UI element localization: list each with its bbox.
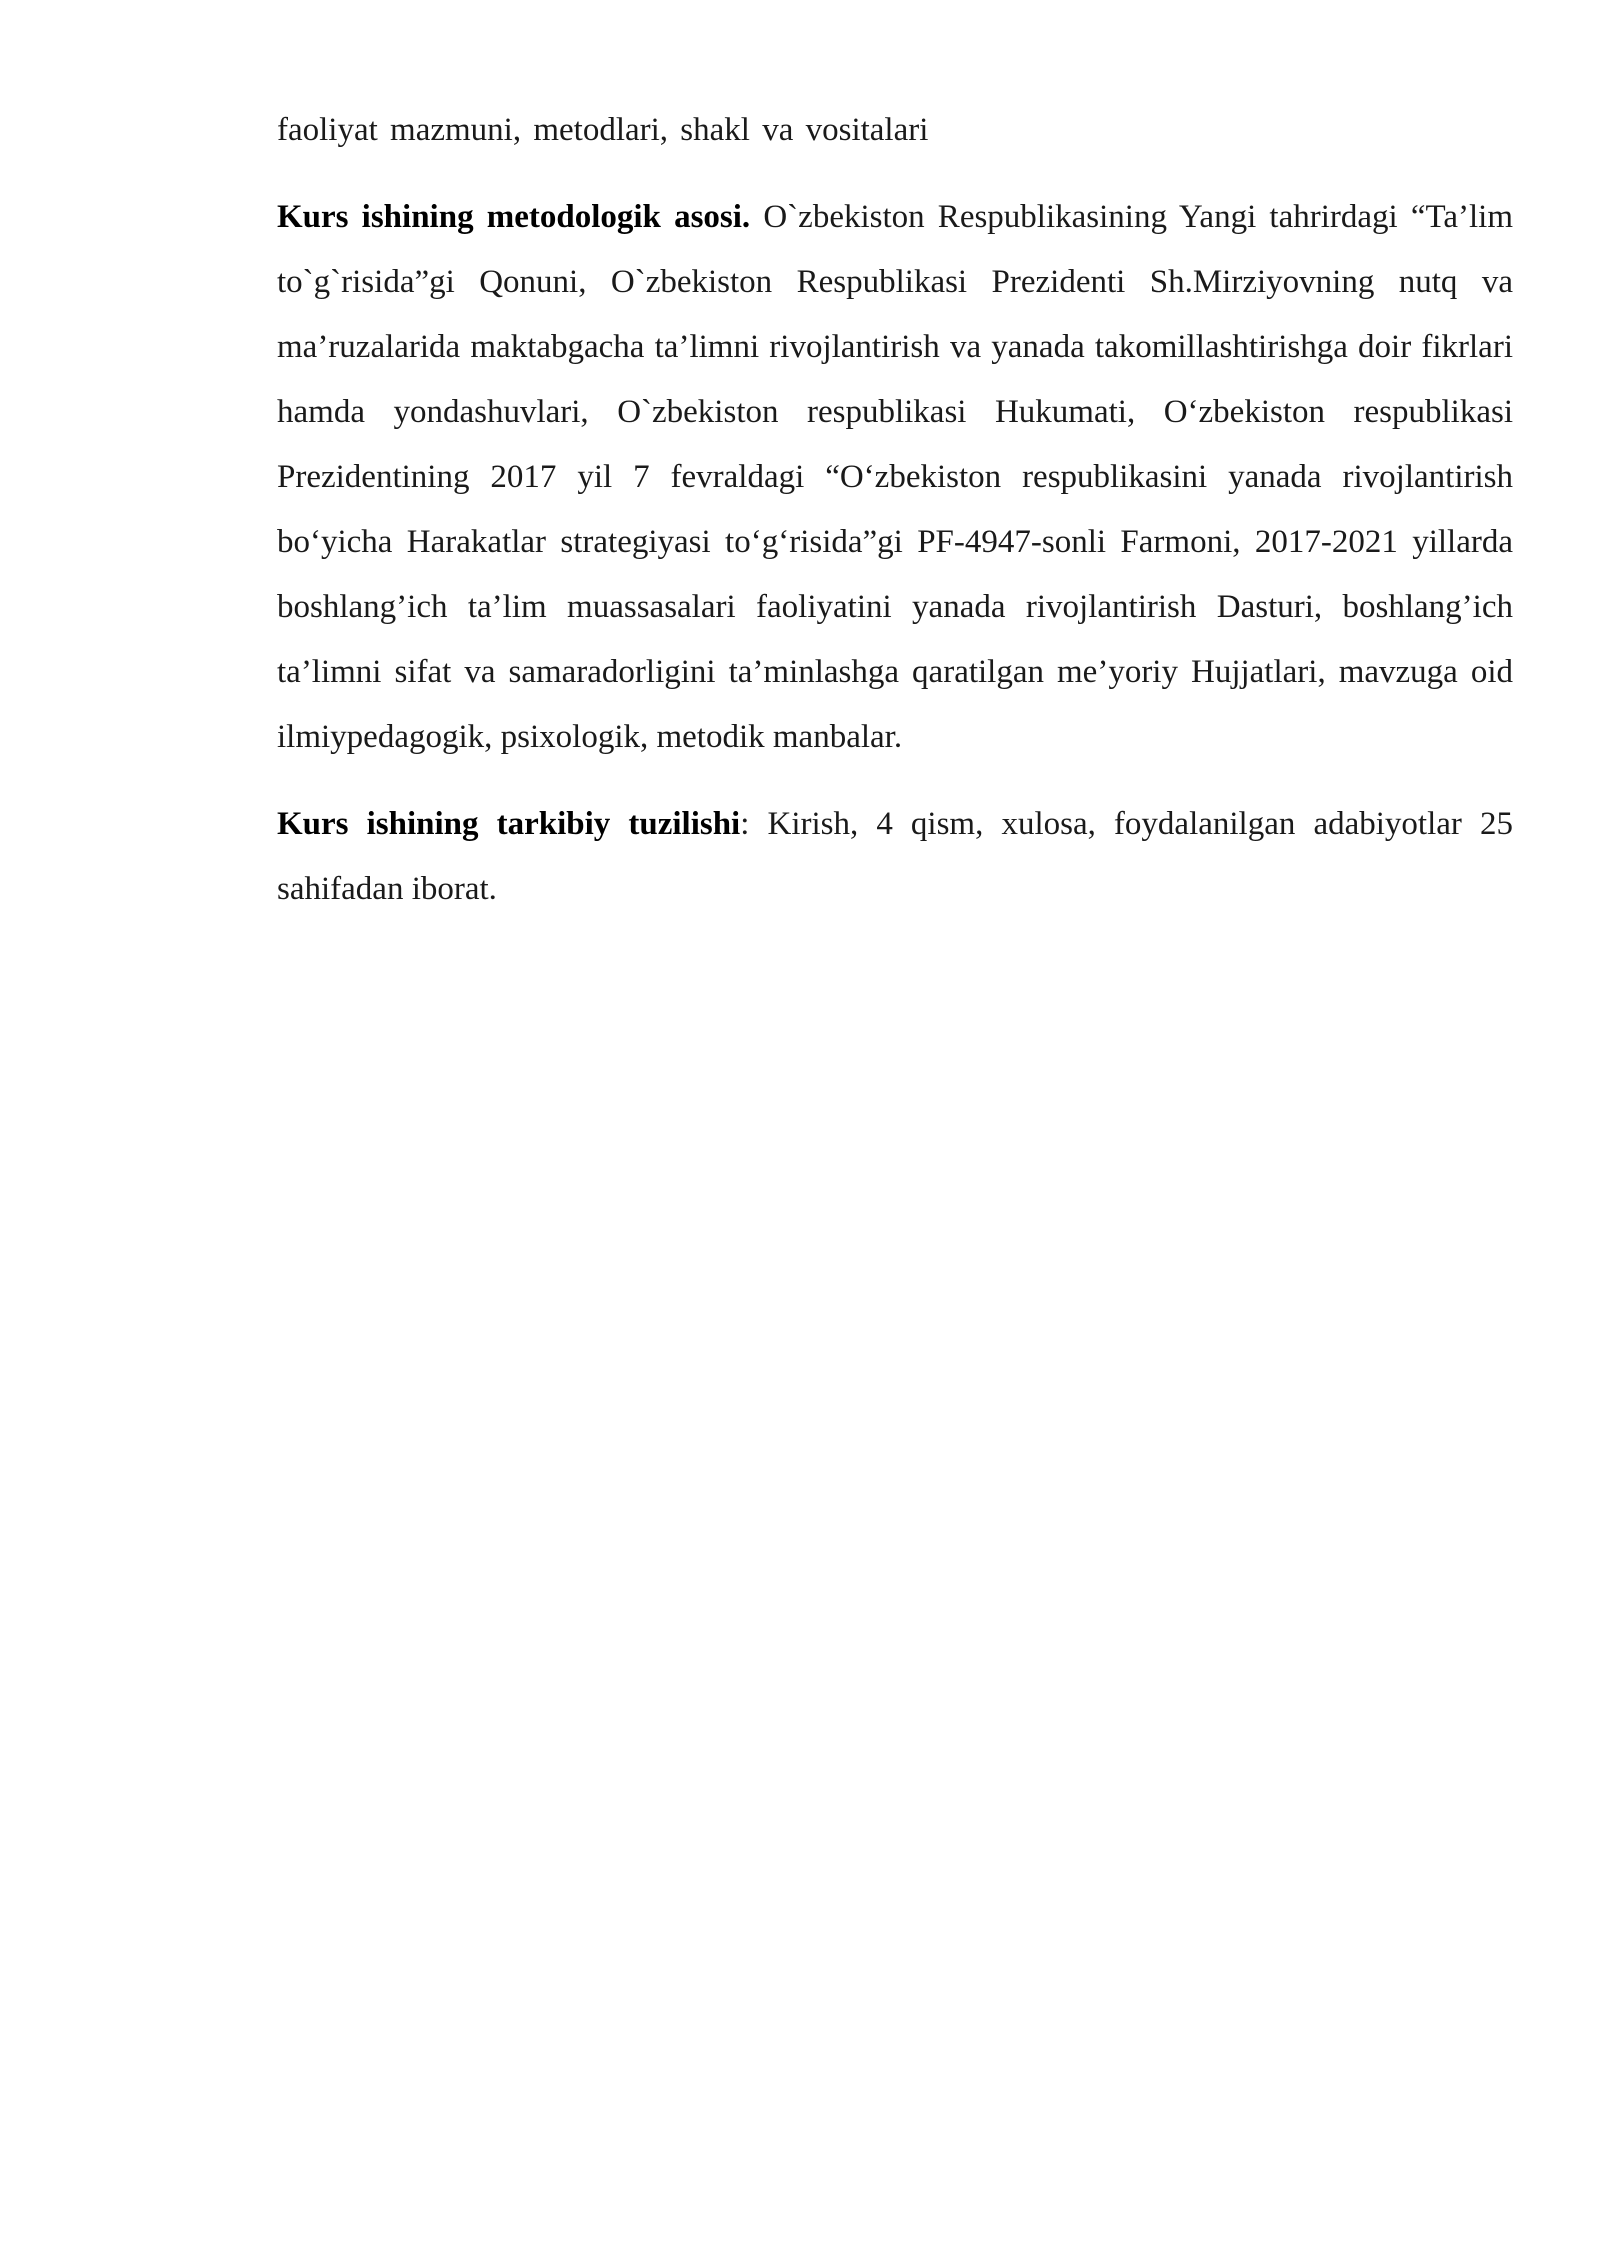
paragraph-text: O`zbekiston Respublikasining Yangi tahrirdagi “Ta’lim to`g`risida”gi Qonuni, O`zbekiston Respublikasi Prezidenti Sh.Mirziyovning nutq va ma’ruzalarida maktabgacha ta’limni rivojlantirish va yanada takomillashtirishga doir fikrlari hamda yondashuvlari, O`zbekiston respublikasi Hukumati, O‘zbekiston respublikasi Prezidentining 2017 yil 7 fevraldagi “O‘zbekiston respublikasini yanada rivojlantirish bo‘yicha Harakatlar strategiyasi to‘g‘risida”gi PF-4947-sonli Farmoni, 2017-2021 yillarda boshlang’ich ta’lim muassasalari faoliyatini yanada rivojlantirish Dasturi, boshlang’ich ta’limni sifat va samaradorligini ta’minlashga qaratilgan me’yoriy Hujjatlari, mavzuga oid ilmiypedagogik, psixologik, metodik manbalar. <box>277 199 1513 755</box>
paragraph-continuation <box>277 98 1513 163</box>
paragraph-text: faoliyat mazmuni, metodlari, shakl va vositalari <box>277 112 929 148</box>
paragraph-structure <box>277 792 1513 922</box>
paragraph-text: : Kirish, 4 qism, xulosa, foydalanilgan adabiyotlar 25 sahifadan iborat. <box>277 806 1513 907</box>
paragraph-methodological-basis <box>277 185 1513 770</box>
paragraph-heading: Kurs ishining metodologik asosi. <box>277 199 751 235</box>
paragraph-heading: Kurs ishining tarkibiy tuzilishi <box>277 806 741 842</box>
document-body <box>277 98 1513 944</box>
